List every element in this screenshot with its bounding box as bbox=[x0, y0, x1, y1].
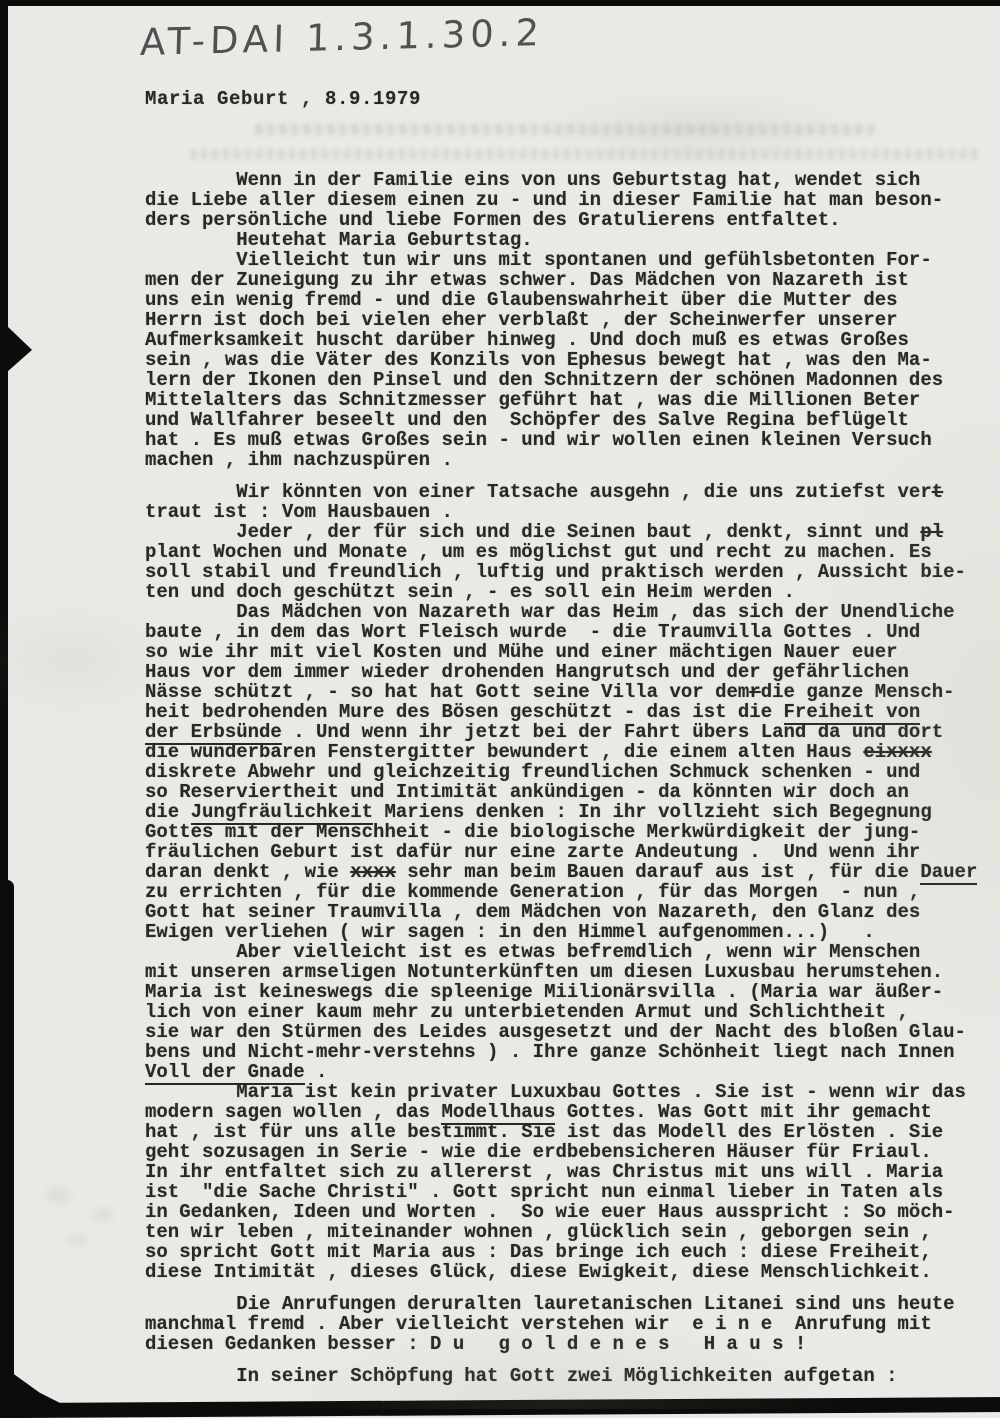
text-segment: Maria ist keineswegs die spleenige Miilionärsvilla . (Maria war äußer- bbox=[145, 981, 944, 1003]
underlined-phrase: Dauer bbox=[920, 861, 978, 883]
text-line bbox=[145, 1242, 977, 1262]
text-line bbox=[145, 482, 977, 502]
text-line bbox=[145, 1062, 977, 1082]
text-segment: Heutehat Maria Geburtstag. bbox=[145, 229, 533, 251]
text-line bbox=[145, 1202, 977, 1222]
text-line bbox=[145, 1002, 977, 1022]
text-line bbox=[145, 1142, 977, 1162]
text-segment: plant Wochen und Monate , um es möglichst gut und recht zu machen. Es bbox=[145, 541, 932, 563]
text-segment: sehr man beim Bauen darauf aus ist , für die bbox=[395, 861, 921, 883]
text-line bbox=[145, 1334, 977, 1354]
text-line bbox=[145, 290, 977, 310]
text-segment: modern sagen wollen , das bbox=[145, 1101, 442, 1123]
struck-out-text: pl bbox=[920, 521, 944, 543]
text-line bbox=[145, 782, 977, 802]
text-segment: so wie ihr mit viel Kosten und Mühe und einer mächtigen Nauer euer bbox=[145, 641, 898, 663]
text-segment: Herrn ist doch bei vielen eher verblaßt , der Scheinwerfer unserer bbox=[145, 309, 898, 331]
text-segment: geht sozusagen in Serie - wie die erdbebensicheren Häuser für Friaul. bbox=[145, 1141, 932, 1163]
text-segment: hat , ist für uns alle bestimmt. Sie ist das Modell des Erlösten . Sie bbox=[145, 1121, 944, 1143]
text-line bbox=[145, 1162, 977, 1182]
text-segment: fräulichen Geburt ist dafür nur eine zarte Andeutung . Und wenn ihr bbox=[145, 841, 921, 863]
text-segment: Gottes. Was Gott mit ihr gemacht bbox=[555, 1101, 932, 1123]
text-segment: Nässe schützt , - so hat hat Gott seine Villa vor dem bbox=[145, 681, 750, 703]
text-line bbox=[145, 390, 977, 410]
text-segment: bens und Nicht-mehr-verstehns ) . Ihre ganze Schönheit liegt nach Innen bbox=[145, 1041, 955, 1063]
text-segment: Aufmerksamkeit huscht darüber hinweg . Und doch muß es etwas Großes bbox=[145, 329, 909, 351]
text-segment: mit unseren armseligen Notunterkünften um diesen Luxusbau herumstehen. bbox=[145, 961, 944, 983]
text-segment: Haus vor dem immer wieder drohenden Hangrutsch und der gefährlichen bbox=[145, 661, 909, 683]
text-line bbox=[145, 802, 977, 822]
text-segment: Mittelalters das Schnitzmesser geführt hat , was die Millionen Beter bbox=[145, 389, 921, 411]
text-line bbox=[145, 1182, 977, 1202]
text-line bbox=[145, 1222, 977, 1242]
text-line bbox=[145, 702, 977, 722]
text-line bbox=[145, 862, 977, 882]
text-segment: baute , in dem das Wort Fleisch wurde - die Traumvilla Gottes . Und bbox=[145, 621, 921, 643]
struck-out-text: t bbox=[931, 481, 944, 503]
bleedthrough-line-2 bbox=[190, 149, 980, 160]
text-segment: hat . Es muß etwas Großes sein - und wir wollen einen kleinen Versuch bbox=[145, 429, 932, 451]
text-segment: in Gedanken, Ideen und Worten . So wie euer Haus ausspricht : So möch- bbox=[145, 1201, 955, 1223]
text-line bbox=[145, 1102, 977, 1122]
text-segment: Wenn in der Familie eins von uns Geburtstag hat, wendet sich bbox=[145, 169, 921, 191]
text-line bbox=[145, 1366, 977, 1386]
text-segment: manchmal fremd . Aber vielleicht verstehen wir e i n e Anrufung mit bbox=[145, 1313, 932, 1335]
text-segment: Aber vielleicht ist es etwas befremdlich , wenn wir Menschen bbox=[145, 941, 921, 963]
text-segment: soll stabil und freundlich , luftig und praktisch werden , Aussicht bie- bbox=[145, 561, 966, 583]
text-line bbox=[145, 542, 977, 562]
text-segment: ders persönliche und liebe Formen des Gratulierens entfaltet. bbox=[145, 209, 841, 231]
text-line bbox=[145, 502, 977, 522]
underlined-phrase: Modellhaus bbox=[441, 1101, 556, 1123]
text-segment: traut ist : Vom Hausbauen . bbox=[145, 501, 453, 523]
text-line bbox=[145, 330, 977, 350]
text-line bbox=[145, 622, 977, 642]
text-segment: die ganze Mensch- bbox=[760, 681, 955, 703]
text-segment: Wir könnten von einer Tatsache ausgehn , die uns zutiefst ver bbox=[145, 481, 932, 503]
text-segment: In ihr entfaltet sich zu allererst , was Christus mit uns will . Maria bbox=[145, 1161, 944, 1183]
text-line bbox=[145, 170, 977, 190]
text-line bbox=[145, 190, 977, 210]
text-line bbox=[145, 450, 977, 470]
text-segment: ist "die Sache Christi" . Gott spricht nun einmal lieber in Taten als bbox=[145, 1181, 944, 1203]
text-segment: ten wir leben , miteinander wohnen , glücklich sein , geborgen sein , bbox=[145, 1221, 932, 1243]
text-line bbox=[145, 822, 977, 842]
text-segment: Gott hat seiner Traumvilla , dem Mädchen von Nazareth, den Glanz des bbox=[145, 901, 921, 923]
text-segment: Das Mädchen von Nazareth war das Heim , das sich der Unendliche bbox=[145, 601, 955, 623]
bleedthrough-mark-left bbox=[18, 1155, 148, 1255]
text-line bbox=[145, 250, 977, 270]
text-segment: Ewigen verliehen ( wir sagen : in den Himmel aufgenommen...) . bbox=[145, 921, 875, 943]
text-segment: Die Anrufungen deruralten lauretanischen Litanei sind uns heute bbox=[145, 1293, 955, 1315]
text-segment: lich von einer kaum mehr zu unterbietenden Armut und Schlichtheit , bbox=[145, 1001, 909, 1023]
text-line bbox=[145, 310, 977, 330]
text-segment: . Und wenn ihr jetzt bei der Fahrt übers Land da und dort bbox=[281, 721, 944, 743]
text-segment: Gottes mit der Menschheit - die biologische Merkwürdigkeit der jung- bbox=[145, 821, 921, 843]
text-line bbox=[145, 982, 977, 1002]
text-line bbox=[145, 582, 977, 602]
struck-out-text: eixxxx bbox=[863, 741, 932, 763]
text-segment: die bbox=[145, 801, 191, 823]
underlined-phrase: Freiheit von bbox=[783, 701, 921, 723]
scan-edge-top bbox=[0, 0, 1000, 6]
text-line bbox=[145, 762, 977, 782]
text-segment: . bbox=[304, 1061, 328, 1083]
text-line bbox=[145, 1262, 977, 1282]
underlined-phrase: Jungfräulichkeit bbox=[190, 801, 374, 823]
text-line bbox=[145, 370, 977, 390]
text-line bbox=[145, 1022, 977, 1042]
text-segment: lern der Ikonen den Pinsel und den Schnitzern der schönen Madonnen des bbox=[145, 369, 944, 391]
text-line bbox=[145, 882, 977, 902]
text-segment: Vielleicht tun wir uns mit spontanen und gefühlsbetonten For- bbox=[145, 249, 932, 271]
struck-out-text: r bbox=[749, 681, 761, 703]
text-segment: Mariens denken : In ihr vollzieht sich Begegnung bbox=[373, 801, 932, 823]
text-line bbox=[145, 922, 977, 942]
text-segment: und Wallfahrer beseelt und den Schöpfer des Salve Regina beflügelt bbox=[145, 409, 909, 431]
text-segment: daran denkt , wie bbox=[145, 861, 351, 883]
struck-out-text: xxxx bbox=[350, 861, 396, 883]
underlined-phrase: der Erbsünde bbox=[145, 721, 282, 743]
text-segment: sie war den Stürmen des Leides ausgesetzt und der Nacht des bloßen Glau- bbox=[145, 1021, 966, 1043]
document-title: Maria Geburt , 8.9.1979 bbox=[145, 88, 422, 110]
text-line bbox=[145, 410, 977, 430]
text-line bbox=[145, 430, 977, 450]
text-segment: sein , was die Väter des Konzils von Ephesus bewegt hat , was den Ma- bbox=[145, 349, 932, 371]
text-segment: die Liebe aller diesem einen zu - und in dieser Familie hat man beson- bbox=[145, 189, 944, 211]
text-line bbox=[145, 602, 977, 622]
text-line bbox=[145, 562, 977, 582]
text-segment: heit bedrohenden Mure des Bösen geschützt - das ist die bbox=[145, 701, 784, 723]
bleedthrough-line-1 bbox=[255, 124, 875, 135]
text-line bbox=[145, 1314, 977, 1334]
text-line bbox=[145, 722, 977, 742]
text-line bbox=[145, 682, 977, 702]
text-segment: so Reserviertheit und Intimität ankündigen - da könnten wir doch an bbox=[145, 781, 909, 803]
scan-edge-left-lower bbox=[0, 880, 14, 1409]
text-segment: men der Zuneigung zu ihr etwas schwer. Das Mädchen von Nazareth ist bbox=[145, 269, 909, 291]
text-line bbox=[145, 642, 977, 662]
text-line bbox=[145, 1122, 977, 1142]
underlined-phrase: Voll der Gnade bbox=[145, 1061, 305, 1083]
text-line bbox=[145, 742, 977, 762]
text-line bbox=[145, 962, 977, 982]
text-segment: diese Intimität , dieses Glück, diese Ewigkeit, diese Menschlichkeit. bbox=[145, 1261, 932, 1283]
text-line bbox=[145, 902, 977, 922]
text-segment: so spricht Gott mit Maria aus : Das bringe ich euch : diese Freiheit, bbox=[145, 1241, 932, 1263]
text-segment: machen , ihm nachzuspüren . bbox=[145, 449, 453, 471]
text-segment: Maria ist kein privater Luxuxbau Gottes . Sie ist - wenn wir das bbox=[145, 1081, 966, 1103]
typewritten-body bbox=[145, 170, 977, 1386]
text-line bbox=[145, 662, 977, 682]
archive-reference-handwritten: AT-DAI 1.3.1.30.2 bbox=[139, 11, 545, 64]
text-line bbox=[145, 1082, 977, 1102]
text-line bbox=[145, 1042, 977, 1062]
text-line bbox=[145, 842, 977, 862]
text-line bbox=[145, 210, 977, 230]
text-line bbox=[145, 522, 977, 542]
text-segment: In seiner Schöpfung hat Gott zwei Möglichkeiten aufgetan : bbox=[145, 1365, 898, 1387]
scan-artifact-triangle bbox=[7, 326, 32, 372]
text-segment: diesen Gedanken besser : D u g o l d e n e s H a u s ! bbox=[145, 1333, 807, 1355]
text-segment: Jeder , der für sich und die Seinen baut , denkt, sinnt und bbox=[145, 521, 921, 543]
scan-edge-bottom bbox=[0, 1397, 1000, 1418]
text-line bbox=[145, 270, 977, 290]
text-segment: uns ein wenig fremd - und die Glaubenswahrheit über die Mutter des bbox=[145, 289, 898, 311]
text-segment: ten und doch geschützt sein , - es soll ein Heim werden . bbox=[145, 581, 795, 603]
text-line bbox=[145, 350, 977, 370]
text-line bbox=[145, 942, 977, 962]
text-segment: diskrete Abwehr und gleichzeitig freundlichen Schmuck schenken - und bbox=[145, 761, 921, 783]
text-segment: zu errichten , für die kommende Generation , für das Morgen - nun , bbox=[145, 881, 921, 903]
text-line bbox=[145, 1294, 977, 1314]
text-line bbox=[145, 230, 977, 250]
text-segment: die wunderbaren Fenstergitter bewundert , die einem alten Haus bbox=[145, 741, 864, 763]
